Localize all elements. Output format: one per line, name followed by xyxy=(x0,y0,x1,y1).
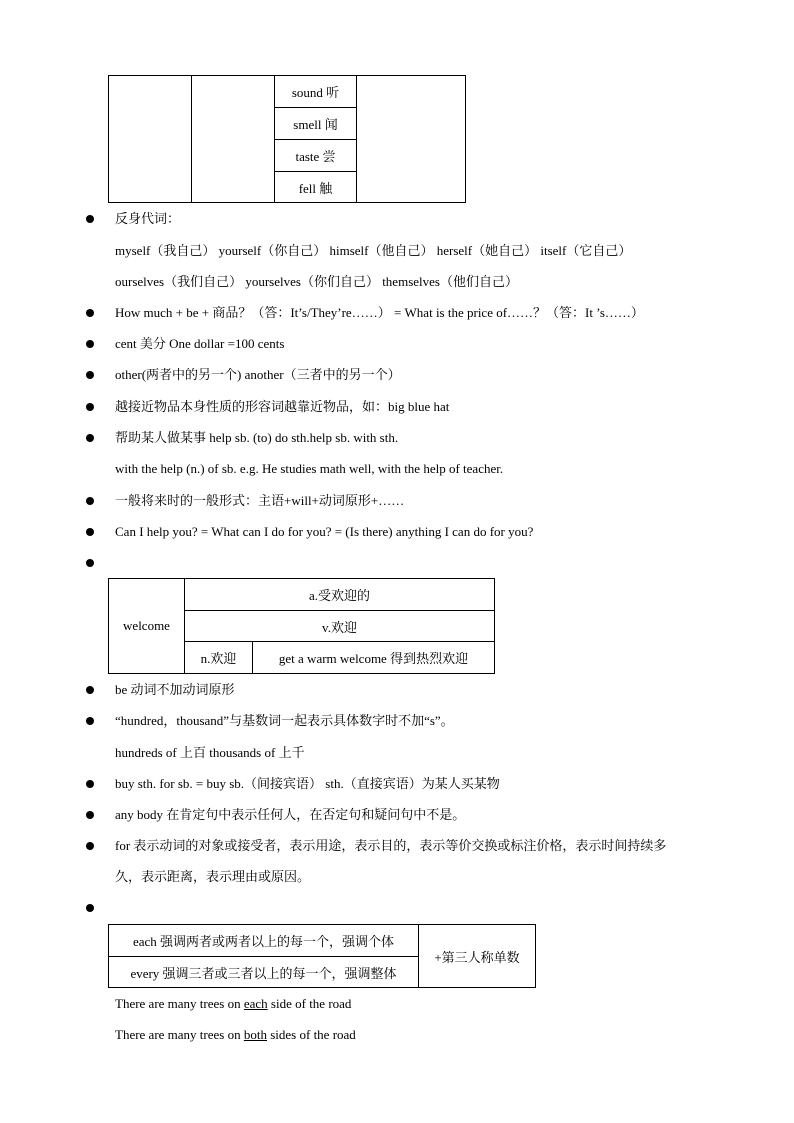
welcome-verb: v.欢迎 xyxy=(185,611,495,642)
sense-cell: fell 触 xyxy=(275,172,357,203)
bullet-icon xyxy=(86,842,94,850)
note-hundred-1: “hundred，thousand”与基数词一起表示具体数字时不加“s”。 xyxy=(115,713,454,728)
note-other: other(两者中的另一个) another（三者中的另一个） xyxy=(115,367,401,382)
note-adjective-order: 越接近物品本身性质的形容词越靠近物品，如：big blue hat xyxy=(115,399,450,414)
example-text: There are many trees on xyxy=(115,996,244,1011)
note-future: 一般将来时的一般形式：主语+will+动词原形+…… xyxy=(115,493,405,508)
empty-cell xyxy=(192,76,275,203)
bullet-icon xyxy=(86,340,94,348)
bullet-icon xyxy=(86,497,94,505)
empty-cell xyxy=(357,76,466,203)
verb-note-cell: +第三人称单数 xyxy=(419,925,536,988)
sense-cell: sound 听 xyxy=(275,76,357,108)
empty-cell xyxy=(109,76,192,203)
note-how-much: How much + be + 商品？（答：It’s/They’re……） = What is the price of……？（答：It ’s……） xyxy=(115,305,644,320)
note-for-2: 久，表示距离，表示理由或原因。 xyxy=(115,869,311,884)
each-cell: each 强调两者或两者以上的每一个，强调个体 xyxy=(109,925,419,957)
note-can-i-help: Can I help you? = What can I do for you? = (Is there) anything I can do for you? xyxy=(115,524,534,539)
bullet-icon xyxy=(86,528,94,536)
note-cent: cent 美分 One dollar =100 cents xyxy=(115,336,285,351)
welcome-phrase: get a warm welcome 得到热烈欢迎 xyxy=(253,642,495,674)
note-hundred-2: hundreds of 上百 thousands of 上千 xyxy=(115,745,305,760)
each-every-table xyxy=(108,924,536,988)
bullet-icon xyxy=(86,780,94,788)
bullet-icon xyxy=(86,434,94,442)
bullet-icon xyxy=(86,371,94,379)
bullet-icon xyxy=(86,686,94,694)
sense-cell: smell 闻 xyxy=(275,108,357,140)
note-buy: buy sth. for sb. = buy sb.（间接宾语） sth.（直接宾语）为某人买某物 xyxy=(115,776,500,791)
example-both xyxy=(115,1026,356,1044)
note-help-1: 帮助某人做某事 help sb. (to) do sth.help sb. with sth. xyxy=(115,430,399,445)
bullet-icon xyxy=(86,904,94,912)
bullet-icon xyxy=(86,811,94,819)
note-help-2: with the help (n.) of sb. e.g. He studies math well, with the help of teacher. xyxy=(115,461,504,476)
example-text: There are many trees on xyxy=(115,1027,244,1042)
example-keyword: each xyxy=(243,996,268,1011)
example-each xyxy=(115,995,351,1013)
sense-cell: taste 尝 xyxy=(275,140,357,172)
note-anybody: any body 在肯定句中表示任何人，在否定句和疑问句中不是。 xyxy=(115,807,466,822)
reflexive-row-2: ourselves（我们自己） yourselves（你们自己） themselves（他们自己） xyxy=(115,274,518,289)
welcome-noun: n.欢迎 xyxy=(185,642,253,674)
senses-table xyxy=(108,75,466,203)
bullet-icon xyxy=(86,215,94,223)
example-keyword: both xyxy=(243,1027,267,1042)
welcome-adj: a.受欢迎的 xyxy=(185,579,495,611)
reflexive-row-1: myself（我自己） yourself（你自己） himself（他自己） herself（她自己） itself（它自己） xyxy=(115,243,632,258)
welcome-table xyxy=(108,578,495,674)
every-cell: every 强调三者或三者以上的每一个，强调整体 xyxy=(109,957,419,988)
bullet-icon xyxy=(86,717,94,725)
bullet-icon xyxy=(86,403,94,411)
bullet-icon xyxy=(86,559,94,567)
welcome-word: welcome xyxy=(109,579,185,674)
note-for-1: for 表示动词的对象或接受者，表示用途，表示目的，表示等价交换或标注价格，表示时间持续多 xyxy=(115,838,667,853)
example-text: side of the road xyxy=(267,996,352,1011)
note-be-verb: be 动词不加动词原形 xyxy=(115,682,235,697)
example-text: sides of the road xyxy=(266,1027,356,1042)
reflexive-title: 反身代词： xyxy=(115,211,181,226)
bullet-icon xyxy=(86,309,94,317)
